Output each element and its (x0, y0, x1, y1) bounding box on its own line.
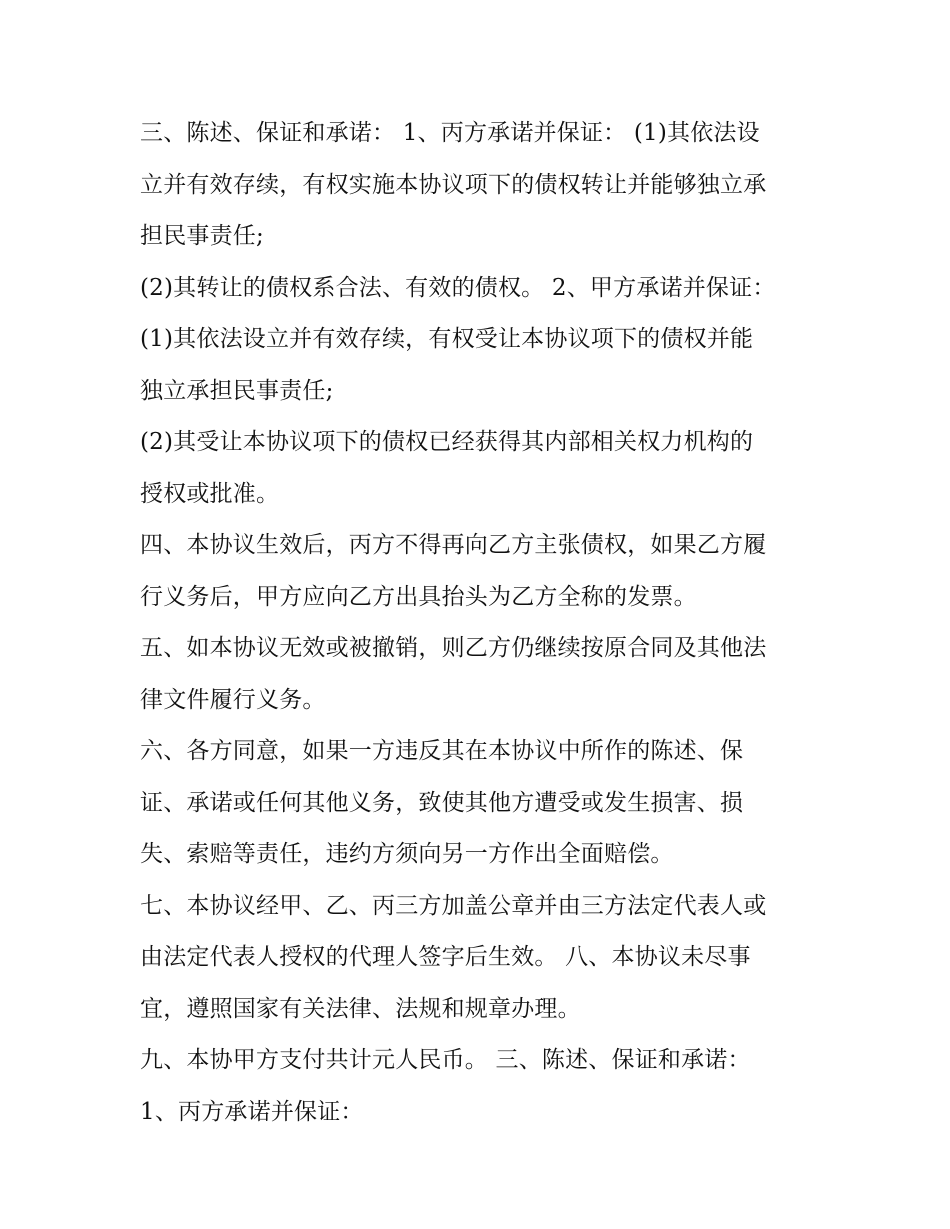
text-line: 授权或批准。 (140, 480, 280, 507)
text-line: 失、索赔等责任，违约方须向另一方作出全面赔偿。 (140, 841, 674, 867)
text-line: 担民事责任; (140, 223, 264, 249)
text-line: 六、各方同意，如果一方违反其在本协议中所作的陈述、保 (140, 738, 744, 764)
text-line: 律文件履行义务。 (140, 686, 326, 713)
text-line: 四、本协议生效后，丙方不得再向乙方主张债权，如果乙方履 (140, 532, 767, 558)
text-line: 五、如本协议无效或被撤销，则乙方仍继续按原合同及其他法 (140, 635, 767, 661)
text-line: 宜，遵照国家有关法律、法规和规章办理。 (140, 995, 581, 1022)
text-line: (2)其转让的债权系合法、有效的债权。 2、甲方承诺并保证： (140, 274, 776, 301)
text-line: 七、本协议经甲、乙、丙三方加盖公章并由三方法定代表人或 (140, 892, 767, 919)
text-line: 立并有效存续，有权实施本协议项下的债权转让并能够独立承 (140, 171, 767, 198)
text-line: 证、承诺或任何其他义务，致使其他方遭受或发生损害、损 (140, 789, 744, 816)
text-line: (1)其依法设立并有效存续，有权受让本协议项下的债权并能 (140, 326, 754, 352)
text-line: 由法定代表人授权的代理人签字后生效。 八、本协议未尽事 (140, 944, 751, 970)
text-line: 九、本协甲方支付共计元人民币。 三、陈述、保证和承诺： (140, 1047, 751, 1073)
text-line: (2)其受让本协议项下的债权已经获得其内部相关权力机构的 (140, 429, 754, 455)
text-line: 行义务后，甲方应向乙方出具抬头为乙方全称的发票。 (140, 583, 697, 610)
text-line: 1、丙方承诺并保证： (140, 1098, 364, 1125)
text-line: 三、陈述、保证和承诺： 1、丙方承诺并保证： (1)其依法设 (140, 120, 760, 146)
document-body (140, 108, 820, 1138)
text-line: 独立承担民事责任; (140, 377, 334, 404)
